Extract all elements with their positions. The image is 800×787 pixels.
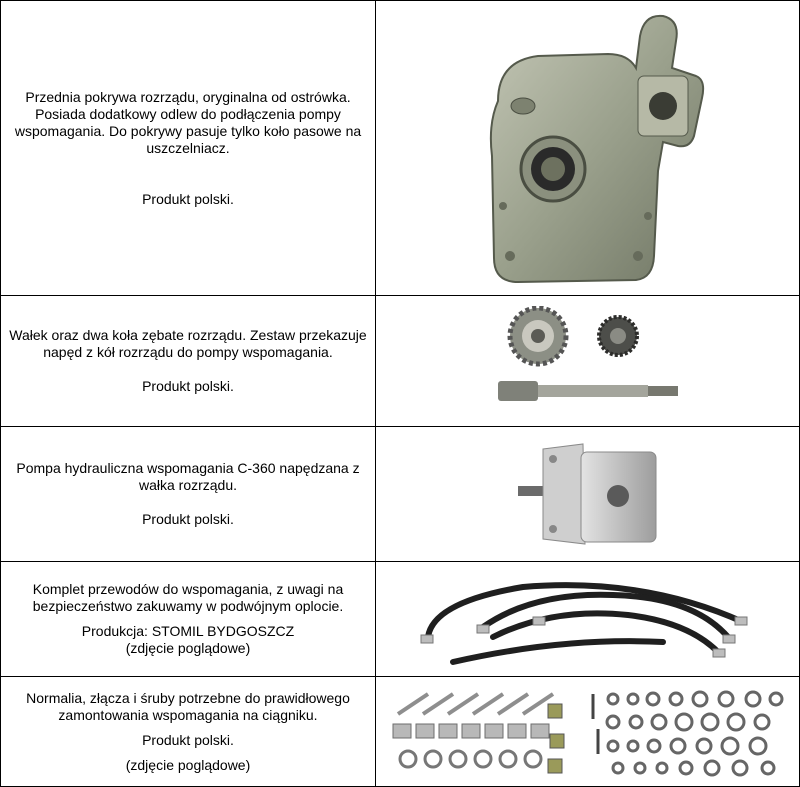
table-row [1, 677, 800, 787]
row-origin: Produkt polski. [142, 378, 234, 394]
description-cell [1, 1, 376, 296]
table-row [1, 1, 800, 296]
description-cell [1, 677, 376, 787]
shaft-and-gears-photo [488, 306, 688, 416]
row-description: Komplet przewodów do wspomagania, z uwagi na bezpieczeństwo zakuwamy w podwójnym oplocie. [32, 581, 344, 614]
row-origin: Produkt polski. [142, 731, 234, 748]
row-origin: Produkcja: STOMIL BYDGOSZCZ [81, 623, 295, 639]
image-cell [376, 1, 800, 296]
table-row [1, 427, 800, 562]
image-cell [376, 562, 800, 677]
table-row [1, 562, 800, 677]
image-cell [376, 427, 800, 562]
description-cell [1, 296, 376, 427]
row-description: Pompa hydrauliczna wspomagania C-360 napędzana z wałka rozrządu. [16, 460, 360, 493]
timing-cover-photo [458, 6, 718, 291]
row-note: (zdjęcie poglądowe) [125, 756, 251, 773]
image-cell [376, 296, 800, 427]
row-description: Przednia pokrywa rozrządu, oryginalna od ostrówka. Posiada dodatkowy odlew do podłączenia pompy wspomagania. Do pokrywy pasuje tylko koło pasowe na uszczelniacz. [14, 88, 362, 156]
hydraulic-pump-photo [513, 434, 663, 554]
shaft [498, 381, 678, 401]
row-description: Wałek oraz dwa koła zębate rozrządu. Zestaw przekazuje napęd z kół rozrządu do pompy wspomagania. [9, 327, 367, 360]
nuts-and-washers [607, 692, 782, 775]
studs [593, 694, 598, 754]
hardware-set-photo [388, 684, 788, 779]
bolts-and-fittings [393, 694, 564, 773]
small-gear [599, 317, 637, 355]
row-description: Normalia, złącza i śruby potrzebne do prawidłowego zamontowania wspomagania na ciągniku. [26, 689, 350, 723]
row-origin: Produkt polski. [142, 511, 234, 527]
row-note: (zdjęcie poglądowe) [125, 640, 251, 656]
row-origin: Produkt polski. [142, 190, 234, 207]
large-gear [510, 308, 566, 364]
image-cell [376, 677, 800, 787]
description-cell [1, 562, 376, 677]
hoses-photo [413, 567, 763, 672]
table-row [1, 296, 800, 427]
description-cell [1, 427, 376, 562]
